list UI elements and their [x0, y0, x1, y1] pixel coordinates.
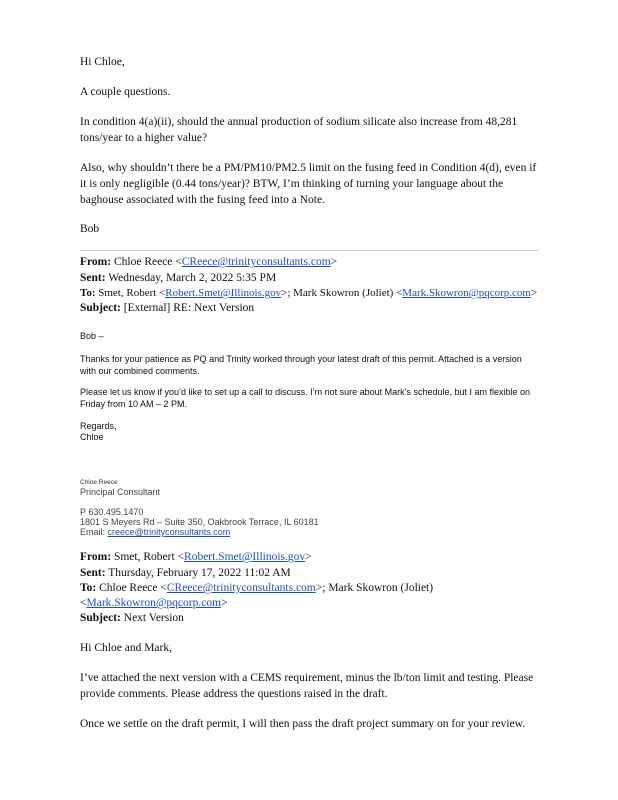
header-subject-line [80, 610, 540, 626]
subject-value: Next Version [123, 612, 184, 624]
greeting-text: Bob – [80, 331, 104, 341]
to-label: To: [80, 287, 96, 299]
sent-label: Sent: [80, 272, 106, 284]
header-from-line [80, 549, 540, 565]
to-mid: >; Mark Skowron (Joliet) [315, 582, 434, 594]
sent-label: Sent: [80, 567, 106, 579]
signature-email-link[interactable]: creece@trinityconsultants.com [107, 527, 231, 537]
from-email-link[interactable]: CReece@trinityconsultants.com [181, 256, 331, 268]
to-email-link[interactable]: Mark.Skowron@pqcorp.com [402, 287, 531, 299]
from-end: > [330, 256, 338, 268]
header-subject-line [80, 300, 540, 316]
subject-label: Subject: [80, 612, 121, 624]
paragraph-text: Once we settle on the draft permit, I will then pass the draft project summary on for your review. [80, 718, 526, 730]
from-label: From: [80, 256, 112, 268]
greeting-text: Hi Chloe, [80, 56, 125, 68]
from-label: From: [80, 551, 112, 563]
name-text: Chloe [80, 432, 104, 442]
to-end: > [530, 287, 538, 299]
paragraph-text: In condition 4(a)(ii), should the annual production of sodium silicate also increase from 48,281 tons/year to a higher value? [80, 116, 518, 144]
signature-title: Principal Consultant [80, 487, 161, 497]
header-sent-line [80, 270, 540, 286]
signature-email-line [80, 526, 400, 538]
signature-phone: P 630.495.1470 [80, 507, 144, 517]
signoff-text: Bob [80, 223, 100, 235]
to-line2-start: < [80, 597, 87, 609]
signature-name: Chloe Reece [80, 479, 118, 486]
paragraph-text: I’ve attached the next version with a CEMS requirement, minus the lb/ton limit and testing. Please provide comments. Please address the questions raised in the draft. [80, 672, 534, 700]
to-email-link[interactable]: Mark.Skowron@pqcorp.com [86, 597, 222, 609]
from-name: Smet, Robert < [113, 551, 185, 563]
greeting-text: Hi Chloe and Mark, [80, 642, 172, 654]
from-email-link[interactable]: Robert.Smet@Illinois.gov [184, 551, 306, 563]
header-to-line [80, 580, 540, 596]
to-email-link[interactable]: Robert.Smet@Illinois.gov [165, 287, 282, 299]
divider [80, 250, 538, 251]
to-prefix: Smet, Robert < [98, 287, 166, 299]
paragraph-text: Thanks for your patience as PQ and Trinity worked through your latest draft of this permit. Attached is a version with our combined comments. [80, 354, 522, 376]
to-prefix: Chloe Reece < [99, 582, 167, 594]
from-name: Chloe Reece < [113, 256, 182, 268]
to-email-link[interactable]: CReece@trinityconsultants.com [166, 582, 316, 594]
to-end: > [221, 597, 228, 609]
subject-label: Subject: [80, 302, 121, 314]
signature-address: 1801 S Meyers Rd – Suite 350, Oakbrook Terrace, IL 60181 [80, 517, 319, 527]
to-label: To: [80, 582, 97, 594]
regards-text: Regards, [80, 421, 117, 431]
signature-email-label: Email: [80, 527, 106, 537]
paragraph-text: Also, why shouldn’t there be a PM/PM10/PM2.5 limit on the fusing feed in Condition 4(d), even if it is only negligible (0.44 tons/year)? BTW, I’m thinking of turning your language about the baghouse associated with the fusing feed into a Note. [80, 162, 537, 206]
sent-value: Wednesday, March 2, 2022 5:35 PM [108, 272, 277, 284]
to-mid: >; Mark Skowron (Joliet) < [281, 287, 403, 299]
header-to-line-2 [80, 595, 540, 611]
from-end: > [305, 551, 312, 563]
header-from-line [80, 254, 540, 270]
paragraph-text: Please let us know if you’d like to set up a call to discuss. I’m not sure about Mark’s schedule, but I am flexible on Friday from 10 AM – 2 PM. [80, 387, 531, 409]
paragraph-text: A couple questions. [80, 86, 171, 98]
header-sent-line [80, 565, 540, 581]
header-to-line [80, 285, 550, 301]
sent-value: Thursday, February 17, 2022 11:02 AM [108, 567, 291, 579]
subject-value: [External] RE: Next Version [123, 302, 255, 314]
